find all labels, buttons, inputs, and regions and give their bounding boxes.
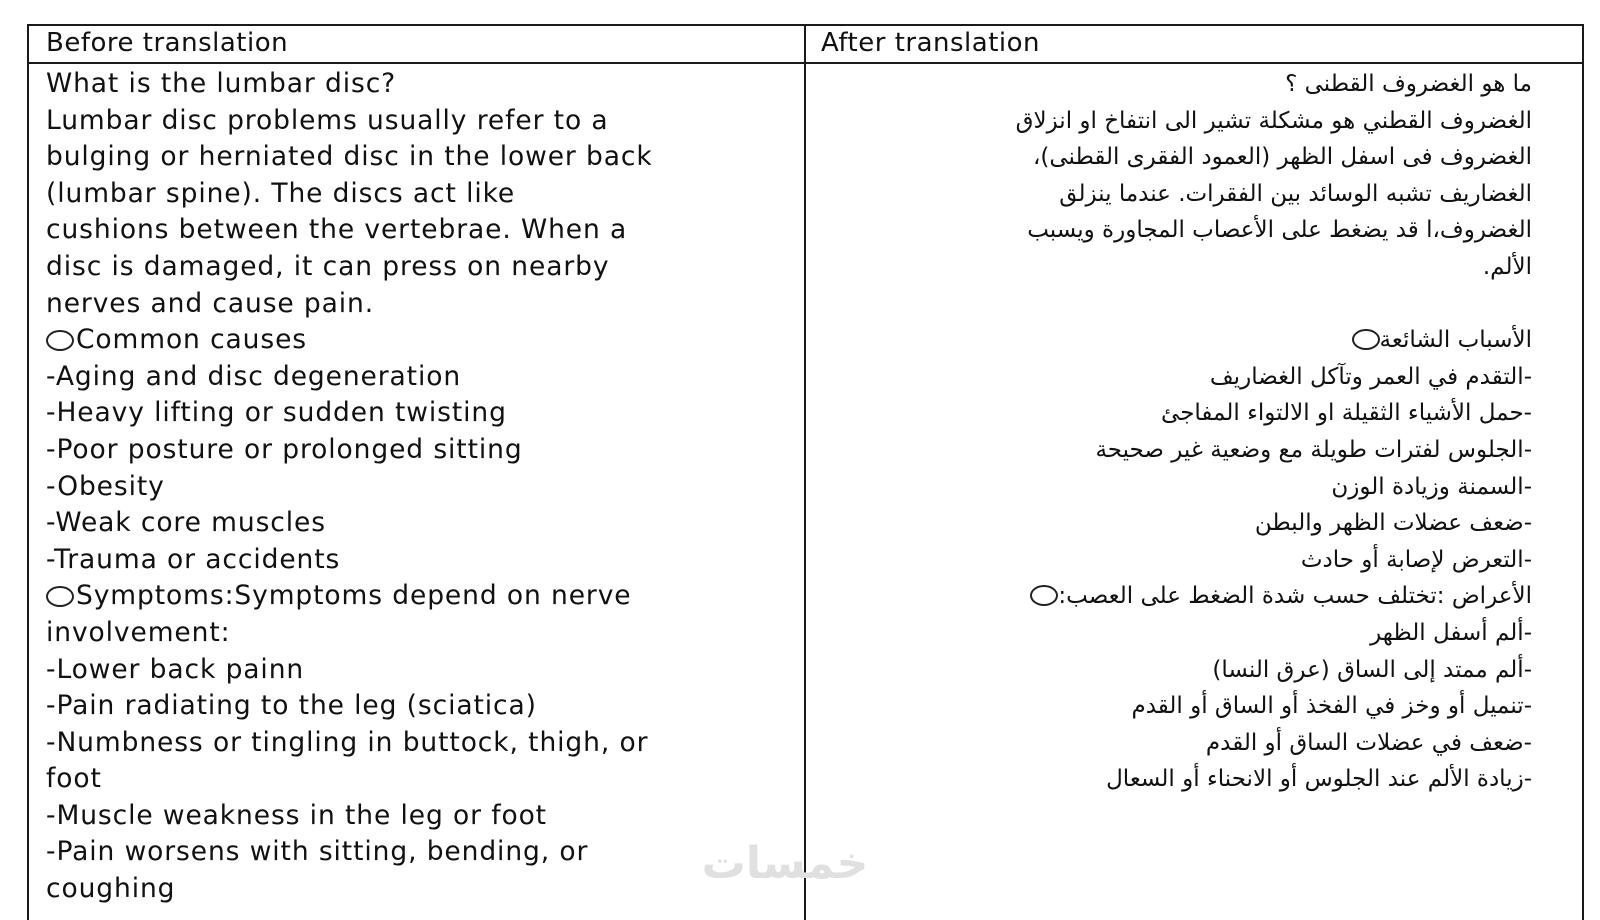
text-line: -Aging and disc degeneration — [46, 360, 462, 392]
text-line: -حمل الأشياء الثقيلة او الالتواء المفاجئ — [1161, 400, 1532, 427]
text-line: -ضعف في عضلات الساق أو القدم — [1205, 729, 1532, 756]
circle-bullet-icon — [1030, 585, 1058, 606]
text-line: الغضروف فى اسفل الظهر (العمود الفقرى القطنى)، — [1032, 144, 1532, 171]
translation-table — [27, 24, 1584, 920]
text-line: الألم. — [1482, 253, 1532, 280]
arabic-text-cell — [819, 66, 1532, 798]
blank-line — [819, 286, 1532, 323]
text-line: involvement: — [46, 616, 231, 648]
text-line: disc is damaged, it can press on nearby — [46, 250, 610, 282]
text-line: -Numbness or tingling in buttock, thigh, or — [46, 726, 649, 758]
circle-bullet-icon — [46, 330, 74, 351]
text-line: cushions between the vertebrae. When a — [46, 214, 628, 246]
text-line: -زيادة الألم عند الجلوس أو الانحناء أو السعال — [1106, 766, 1532, 793]
text-line: coughing — [46, 873, 176, 905]
text-line: الغضاريف تشبه الوسائد بين الفقرات. عندما ينزلق — [1059, 180, 1532, 207]
section-heading-symptoms: الأعراض :تختلف حسب شدة الضغط على العصب: — [819, 578, 1532, 615]
header-after-translation: After translation — [821, 28, 1041, 58]
text-line: -Heavy lifting or sudden twisting — [46, 397, 507, 429]
text-line: -الجلوس لفترات طويلة مع وضعية غير صحيحة — [1095, 436, 1532, 463]
text-line: Lumbar disc problems usually refer to a — [46, 104, 609, 136]
text-line: What is the lumbar disc? — [46, 68, 397, 99]
text-line: -Muscle weakness in the leg or foot — [46, 799, 547, 831]
text-line: -تنميل أو وخز في الفخذ أو الساق أو القدم — [1131, 693, 1532, 720]
text-line: -Poor posture or prolonged sitting — [46, 433, 523, 465]
text-line: -Pain radiating to the leg (sciatica) — [46, 690, 537, 722]
circle-bullet-icon — [46, 586, 74, 607]
circle-bullet-icon — [1352, 329, 1380, 350]
text-line: -ألم أسفل الظهر — [1370, 619, 1532, 646]
section-heading-causes: الأسباب الشائعة — [819, 322, 1532, 359]
english-text-cell — [46, 66, 796, 908]
text-line: -Pain worsens with sitting, bending, or — [46, 836, 589, 868]
text-line: -ألم ممتد إلى الساق (عرق النسا) — [1212, 656, 1532, 683]
text-line: ما هو الغضروف القطنى ؟ — [1285, 71, 1532, 97]
header-before-translation: Before translation — [46, 28, 289, 58]
text-line: -التقدم في العمر وتآكل الغضاريف — [1209, 363, 1532, 390]
watermark-logo: خمسات — [701, 838, 869, 889]
text-line: -Weak core muscles — [46, 507, 326, 539]
column-divider — [804, 26, 806, 920]
text-line: nerves and cause pain. — [46, 287, 375, 319]
section-heading-causes: Common causes — [46, 322, 796, 359]
text-line: -التعرض لإصابة أو حادث — [1300, 546, 1532, 573]
text-line: الغضروف القطني هو مشكلة تشير الى انتفاخ او انزلاق — [1015, 107, 1532, 134]
text-line: bulging or herniated disc in the lower back — [46, 141, 653, 173]
text-line: -السمنة وزيادة الوزن — [1331, 473, 1532, 500]
text-line: -Obesity — [46, 470, 165, 502]
text-line: (lumbar spine). The discs act like — [46, 177, 516, 209]
text-line: foot — [46, 763, 102, 795]
text-line: -Lower back painn — [46, 653, 305, 685]
text-line: الغضروف،ا قد يضغط على الأعصاب المجاورة ويسبب — [1027, 217, 1532, 244]
section-heading-symptoms: Symptoms:Symptoms depend on nerve — [46, 578, 796, 615]
text-line: -Trauma or accidents — [46, 543, 341, 575]
text-line: -ضعف عضلات الظهر والبطن — [1254, 510, 1532, 537]
